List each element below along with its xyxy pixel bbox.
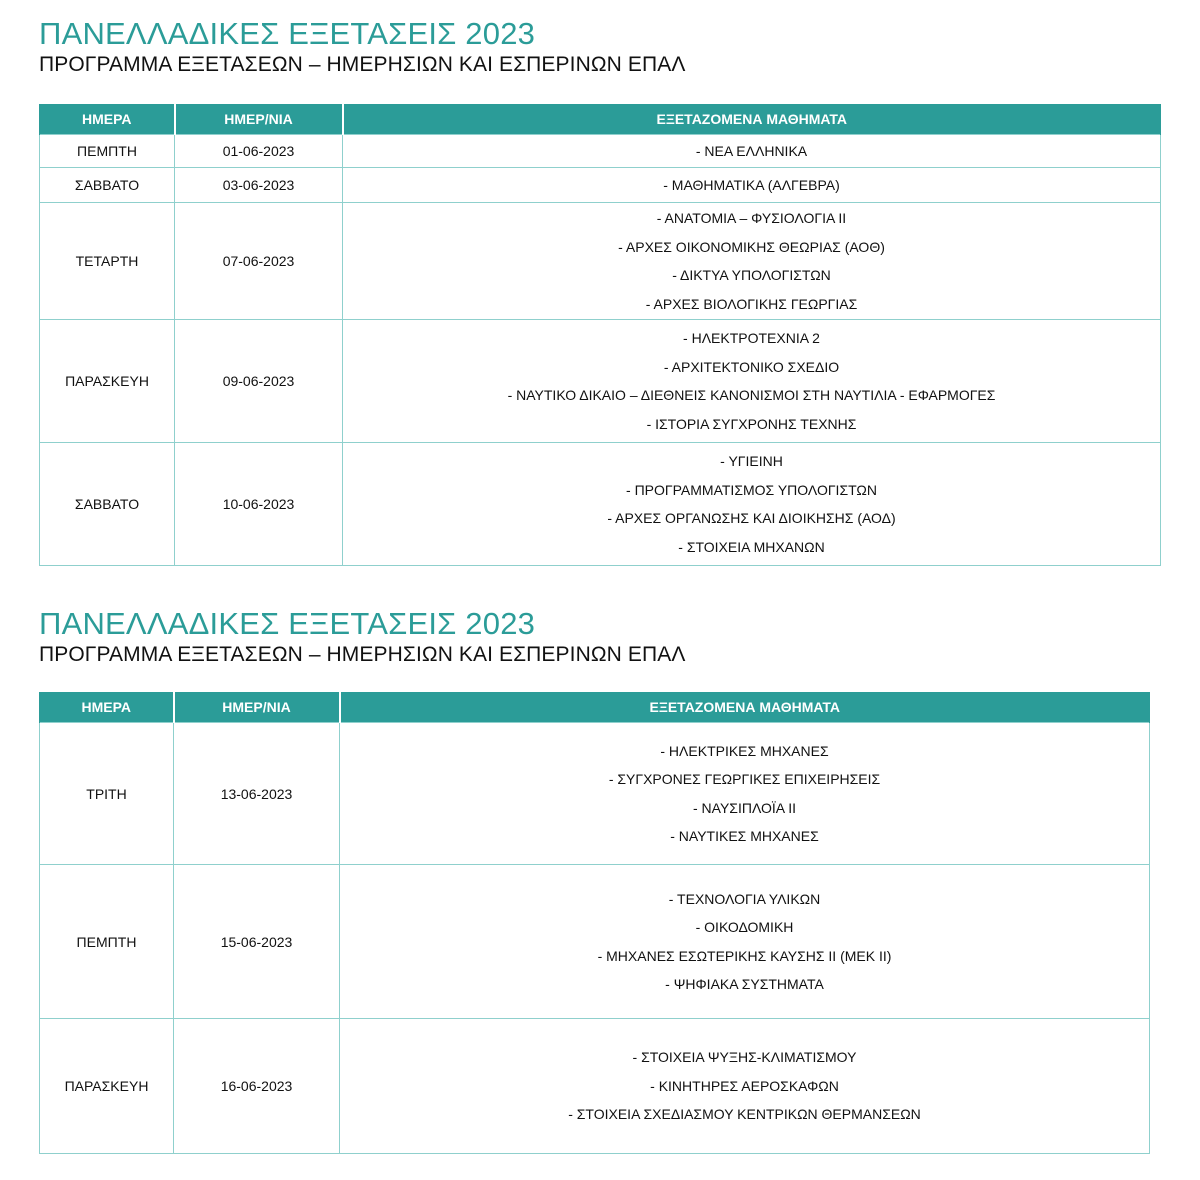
day-cell: ΤΕΤΑΡΤΗ (40, 203, 175, 320)
table-row (40, 443, 1161, 566)
column-header-date: ΗΜΕΡ/ΝΙΑ (174, 692, 340, 723)
table-row (40, 320, 1161, 443)
subject-item: - ΑΡΧΕΣ ΒΙΟΛΟΓΙΚΗΣ ΓΕΩΡΓΙΑΣ (645, 295, 858, 312)
schedule-section-2 (39, 606, 1150, 1123)
subject-item: - ΤΕΧΝΟΛΟΓΙΑ ΥΛΙΚΩΝ (668, 890, 821, 907)
subject-item: - ΣΤΟΙΧΕΙΑ ΜΗΧΑΝΩΝ (678, 538, 825, 555)
subjects-cell (343, 203, 1161, 320)
subject-item: - ΜΗΧΑΝΕΣ ΕΣΩΤΕΡΙΚΗΣ ΚΑΥΣΗΣ ΙΙ (ΜΕΚ ΙΙ) (597, 947, 892, 964)
subject-item: - ΚΙΝΗΤΗΡΕΣ ΑΕΡΟΣΚΑΦΩΝ (650, 1077, 839, 1094)
page-subtitle: ΠΡΟΓΡΑΜΜΑ ΕΞΕΤΑΣΕΩΝ – ΗΜΕΡΗΣΙΩΝ ΚΑΙ ΕΣΠΕΡΙΝΩΝ ΕΠΑΛ (39, 643, 686, 666)
date-cell: 10-06-2023 (175, 443, 343, 566)
subject-item: - ΑΡΧΕΣ ΟΡΓΑΝΩΣΗΣ ΚΑΙ ΔΙΟΙΚΗΣΗΣ (ΑΟΔ) (607, 510, 896, 526)
table-row (40, 1019, 1150, 1154)
subjects-cell (340, 1019, 1150, 1154)
date-cell: 01-06-2023 (175, 135, 343, 168)
subject-item: - ΑΡΧΕΣ ΟΙΚΟΝΟΜΙΚΗΣ ΘΕΩΡΙΑΣ (ΑΟΘ) (618, 238, 885, 255)
subject-item: - ΝΑΥΤΙΚΟ ΔΙΚΑΙΟ – ΔΙΕΘΝΕΙΣ ΚΑΝΟΝΙΣΜΟΙ ΣΤΗ ΝΑΥΤΙΛΙΑ - ΕΦΑΡΜΟΓΕΣ (507, 387, 996, 403)
date-cell: 09-06-2023 (175, 320, 343, 443)
subject-item: - ΑΝΑΤΟΜΙΑ – ΦΥΣΙΟΛΟΓΙΑ ΙΙ (656, 210, 847, 226)
table-row (40, 168, 1161, 203)
subjects-cell (343, 168, 1161, 203)
table-header-row (40, 692, 1150, 723)
table-row (40, 135, 1161, 168)
page-subtitle: ΠΡΟΓΡΑΜΜΑ ΕΞΕΤΑΣΕΩΝ – ΗΜΕΡΗΣΙΩΝ ΚΑΙ ΕΣΠΕΡΙΝΩΝ ΕΠΑΛ (39, 53, 686, 76)
subject-item: - ΔΙΚΤΥΑ ΥΠΟΛΟΓΙΣΤΩΝ (672, 267, 831, 283)
table-header-row (40, 104, 1161, 135)
subjects-cell (343, 320, 1161, 443)
page-title: ΠΑΝΕΛΛΑΔΙΚΕΣ ΕΞΕΤΑΣΕΙΣ 2023 (39, 16, 536, 51)
subjects-cell (340, 865, 1150, 1019)
day-cell: ΠΕΜΠΤΗ (40, 865, 174, 1019)
subject-item: - ΗΛΕΚΤΡΟΤΕΧΝΙΑ 2 (683, 330, 820, 346)
subject-item: - ΨΗΦΙΑΚΑ ΣΥΣΤΗΜΑΤΑ (665, 976, 824, 992)
subject-item: - ΝΑΥΣΙΠΛΟΪΑ ΙΙ (692, 799, 797, 816)
subject-item: - ΟΙΚΟΔΟΜΙΚΗ (695, 919, 794, 935)
subject-item: - ΝΑΥΤΙΚΕΣ ΜΗΧΑΝΕΣ (670, 828, 819, 844)
subjects-cell (343, 443, 1161, 566)
column-header-date: ΗΜΕΡ/ΝΙΑ (175, 104, 343, 135)
subject-item: - ΠΡΟΓΡΑΜΜΑΤΙΣΜΟΣ ΥΠΟΛΟΓΙΣΤΩΝ (626, 481, 877, 498)
date-cell: 16-06-2023 (174, 1019, 340, 1154)
subject-item: - ΝΕΑ ΕΛΛΗΝΙΚΑ (695, 142, 808, 159)
day-cell: ΠΑΡΑΣΚΕΥΗ (40, 320, 175, 443)
subjects-cell (343, 135, 1161, 168)
page-title: ΠΑΝΕΛΛΑΔΙΚΕΣ ΕΞΕΤΑΣΕΙΣ 2023 (39, 606, 536, 641)
subject-item: - ΗΛΕΚΤΡΙΚΕΣ ΜΗΧΑΝΕΣ (660, 742, 829, 759)
column-header-subjects: ΕΞΕΤΑΖΟΜΕΝΑ ΜΑΘΗΜΑΤΑ (343, 104, 1161, 135)
exam-schedule-table (39, 104, 1161, 566)
schedule-section-1 (39, 16, 1161, 555)
subject-item: - ΣΥΓΧΡΟΝΕΣ ΓΕΩΡΓΙΚΕΣ ΕΠΙΧΕΙΡΗΣΕΙΣ (608, 771, 881, 787)
date-cell: 15-06-2023 (174, 865, 340, 1019)
date-cell: 13-06-2023 (174, 723, 340, 865)
subject-item: - ΥΓΙΕΙΝΗ (720, 453, 783, 469)
day-cell: ΠΕΜΠΤΗ (40, 135, 175, 168)
column-header-day: ΗΜΕΡΑ (40, 104, 175, 135)
table-row (40, 203, 1161, 320)
table-row (40, 723, 1150, 865)
date-cell: 07-06-2023 (175, 203, 343, 320)
exam-schedule-table (39, 692, 1150, 1154)
table-row (40, 865, 1150, 1019)
day-cell: ΣΑΒΒΑΤΟ (40, 443, 175, 566)
subject-item: - ΑΡΧΙΤΕΚΤΟΝΙΚΟ ΣΧΕΔΙΟ (663, 358, 840, 375)
subject-item: - ΣΤΟΙΧΕΙΑ ΨΥΞΗΣ-ΚΛΙΜΑΤΙΣΜΟΥ (632, 1049, 857, 1066)
column-header-subjects: ΕΞΕΤΑΖΟΜΕΝΑ ΜΑΘΗΜΑΤΑ (340, 692, 1150, 723)
subject-item: - ΣΤΟΙΧΕΙΑ ΣΧΕΔΙΑΣΜΟΥ ΚΕΝΤΡΙΚΩΝ ΘΕΡΜΑΝΣΕΩΝ (568, 1106, 921, 1123)
date-cell: 03-06-2023 (175, 168, 343, 203)
column-header-day: ΗΜΕΡΑ (40, 692, 174, 723)
day-cell: ΣΑΒΒΑΤΟ (40, 168, 175, 203)
subjects-cell (340, 723, 1150, 865)
day-cell: ΠΑΡΑΣΚΕΥΗ (40, 1019, 174, 1154)
subject-item: - ΙΣΤΟΡΙΑ ΣΥΓΧΡΟΝΗΣ ΤΕΧΝΗΣ (646, 415, 857, 432)
day-cell: ΤΡΙΤΗ (40, 723, 174, 865)
subject-item: - ΜΑΘΗΜΑΤΙΚΑ (ΑΛΓΕΒΡΑ) (663, 176, 840, 193)
